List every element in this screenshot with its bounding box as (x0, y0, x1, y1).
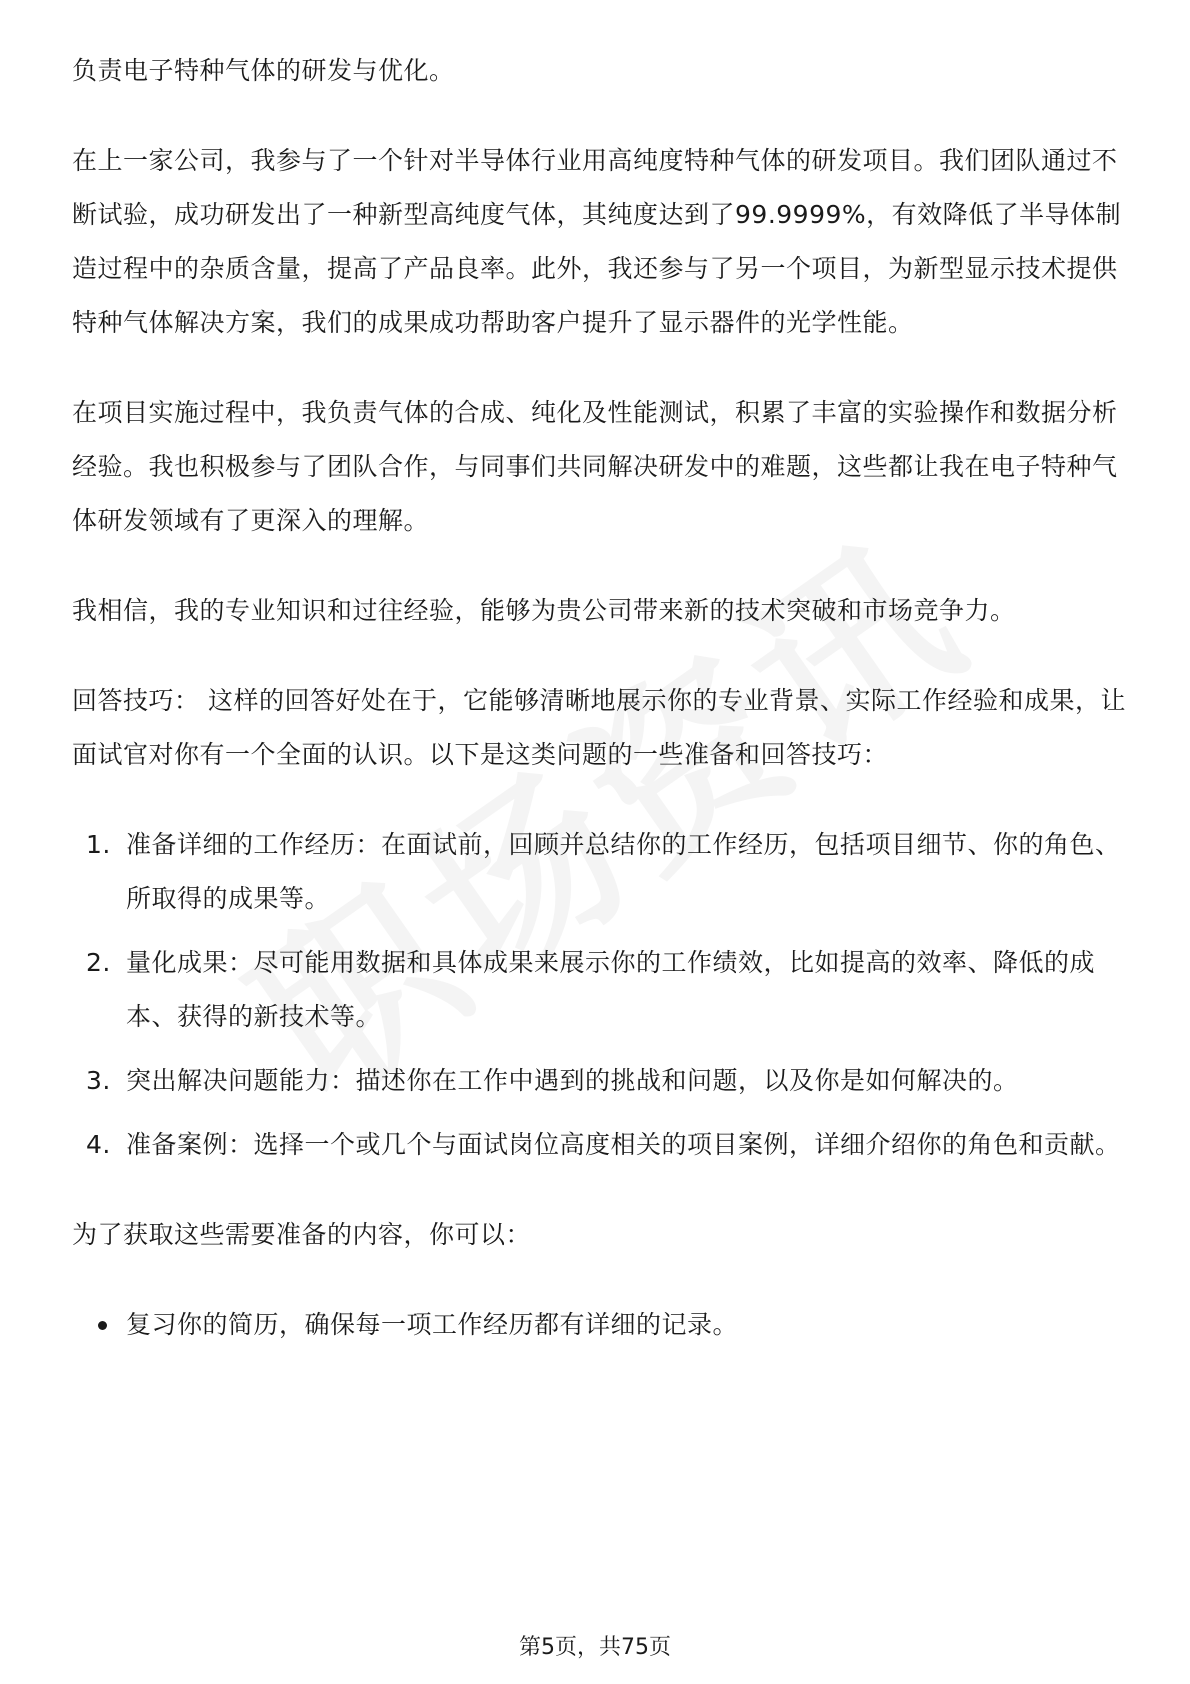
paragraph-answer-tips: 回答技巧： 这样的回答好处在于，它能够清晰地展示你的专业背景、实际工作经验和成果，让面试官对你有一个全面的认识。以下是这类问题的一些准备和回答技巧： (72, 686, 1126, 769)
list-item (72, 936, 1132, 1044)
list-item-text: 量化成果：尽可能用数据和具体成果来展示你的工作绩效，比如提高的效率、降低的成本、获得的新技术等。 (126, 948, 1096, 1031)
list-item-text: 准备案例：选择一个或几个与面试岗位高度相关的项目案例，详细介绍你的角色和贡献。 (126, 1130, 1121, 1159)
bullet-item-text: 复习你的简历，确保每一项工作经历都有详细的记录。 (126, 1310, 739, 1339)
bullet-icon (98, 1321, 107, 1330)
tips-list (72, 818, 1132, 1172)
paragraph-responsibilities: 在项目实施过程中，我负责气体的合成、纯化及性能测试，积累了丰富的实验操作和数据分析经验。我也积极参与了团队合作，与同事们共同解决研发中的难题，这些都让我在电子特种气体研发领域有了更深入的理解。 (72, 398, 1118, 535)
document-body (72, 44, 1132, 1352)
list-item (72, 1118, 1132, 1172)
list-item-text: 突出解决问题能力：描述你在工作中遇到的挑战和问题，以及你是如何解决的。 (126, 1066, 1019, 1095)
bullet-item (72, 1298, 1132, 1352)
list-item (72, 1054, 1132, 1108)
list-number: 3. (86, 1066, 111, 1095)
list-number: 4. (86, 1130, 111, 1159)
list-number: 1. (86, 830, 111, 859)
list-number: 2. (86, 948, 111, 977)
paragraph-prep-intro: 为了获取这些需要准备的内容，你可以： (72, 1220, 532, 1249)
actions-list (72, 1298, 1132, 1352)
paragraph-role: 负责电子特种气体的研发与优化。 (72, 56, 455, 85)
paragraph-conclusion: 我相信，我的专业知识和过往经验，能够为贵公司带来新的技术突破和市场竞争力。 (72, 596, 1016, 625)
page-number: 第5页，共75页 (519, 1635, 671, 1660)
list-item-text: 准备详细的工作经历：在面试前，回顾并总结你的工作经历，包括项目细节、你的角色、所取得的成果等。 (126, 830, 1121, 913)
list-item (72, 818, 1132, 926)
paragraph-experience: 在上一家公司，我参与了一个针对半导体行业用高纯度特种气体的研发项目。我们团队通过不断试验，成功研发出了一种新型高纯度气体，其纯度达到了99.9999%，有效降低了半导体制造过程中的杂质含量，提高了产品良率。此外，我还参与了另一个项目，为新型显示技术提供特种气体解决方案，我们的成果成功帮助客户提升了显示器件的光学性能。 (72, 146, 1122, 337)
